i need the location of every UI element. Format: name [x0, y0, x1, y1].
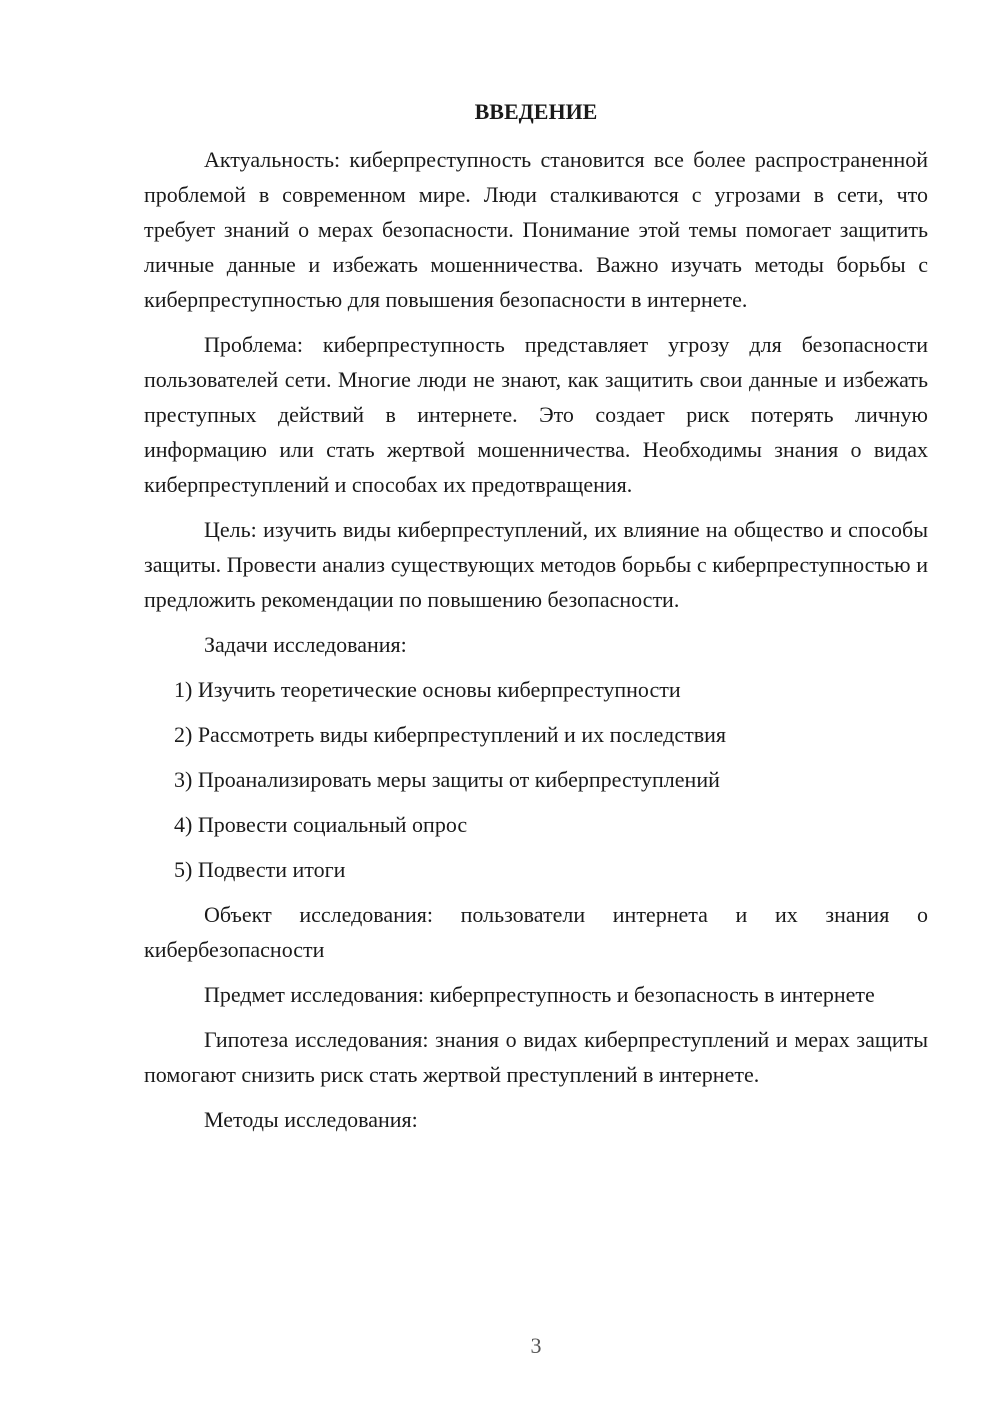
paragraph-hypothesis: Гипотеза исследования: знания о видах киберпреступлений и мерах защиты помогают снизить риск стать жертвой преступлений в интернете. — [144, 1027, 928, 1087]
task-list — [144, 672, 928, 887]
paragraph-goal: Цель: изучить виды киберпреступлений, их влияние на общество и способы защиты. Провести анализ существующих методов борьбы с киберпреступностью и предложить рекомендации по повышению безопасности. — [144, 517, 928, 612]
page-title: ВВЕДЕНИЕ — [474, 99, 598, 124]
list-item: 1) Изучить теоретические основы киберпреступности — [174, 677, 681, 702]
paragraph-object: Объект исследования: пользователи интернета и их знания о кибербезопасности — [144, 902, 928, 962]
paragraph-tasks-heading: Задачи исследования: — [204, 632, 407, 657]
list-item: 2) Рассмотреть виды киберпреступлений и их последствия — [174, 722, 726, 747]
paragraph-subject: Предмет исследования: киберпреступность и безопасность в интернете — [204, 982, 875, 1007]
paragraph-methods-heading: Методы исследования: — [204, 1107, 418, 1132]
page-number: 3 — [530, 1333, 542, 1358]
list-item: 4) Провести социальный опрос — [174, 812, 468, 837]
list-item: 5) Подвести итоги — [174, 857, 346, 882]
paragraph-problem: Проблема: киберпреступность представляет угрозу для безопасности пользователей сети. Многие люди не знают, как защитить свои данные и избежать преступных действий в интернете. Это создает риск потерять личную информацию или стать жертвой мошенничества. Необходимы знания о видах киберпреступлений и способах их предотвращения. — [144, 332, 928, 497]
page-content — [144, 94, 928, 1137]
paragraph-relevance: Актуальность: киберпреступность становится все более распространенной проблемой в современном мире. Люди сталкиваются с угрозами в сети, что требует знаний о мерах безопасности. Понимание этой темы помогает защитить личные данные и избежать мошенничества. Важно изучать методы борьбы с киберпреступностью для повышения безопасности в интернете. — [144, 147, 928, 312]
list-item: 3) Проанализировать меры защиты от киберпреступлений — [174, 767, 720, 792]
